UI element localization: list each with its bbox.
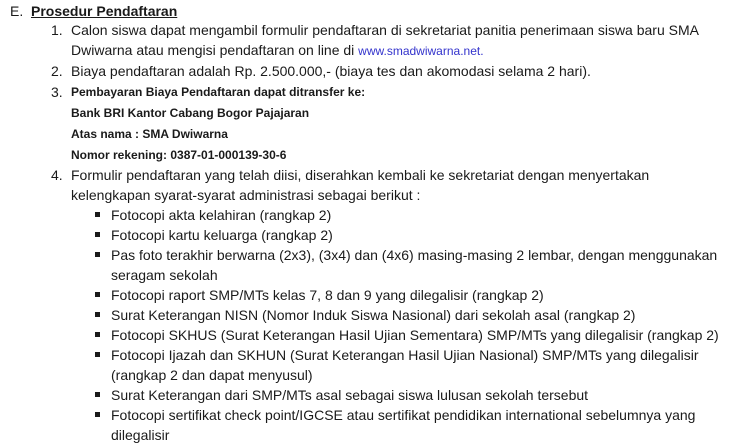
item-number: 2. xyxy=(51,63,63,79)
section-title: Prosedur Pendaftaran xyxy=(31,3,178,19)
requirement-item: Fotocopi Ijazah dan SKHUN (Surat Keterangan Hasil Ujian Nasional) SMP/MTs yang dilegalisir xyxy=(111,347,699,363)
item-text: Dwiwarna atau mengisi pendaftaran on line di xyxy=(71,42,359,58)
section-letter: E. xyxy=(10,3,24,19)
bullet-icon xyxy=(95,252,100,257)
item-text-line: Biaya pendaftaran adalah Rp. 2.500.000,- (biaya tes dan akomodasi selama 2 hari). xyxy=(71,63,591,79)
bullet-icon xyxy=(95,232,100,237)
item-number: 3. xyxy=(51,84,63,100)
requirement-item: Surat Keterangan dari SMP/MTs asal sebagai siswa lulusan sekolah tersebut xyxy=(111,387,589,403)
account-holder: Atas nama : SMA Dwiwarna xyxy=(71,127,228,141)
item-number: 1. xyxy=(51,22,63,38)
account-number: Nomor rekening: 0387-01-000139-30-6 xyxy=(71,148,287,162)
section-heading xyxy=(10,1,177,21)
item-number: 4. xyxy=(51,167,63,183)
requirement-item: Pas foto terakhir berwarna (2x3), (3x4) dan (4x6) masing-masing 2 lembar, dengan menggunakan xyxy=(111,247,718,263)
bullet-icon xyxy=(95,332,100,337)
requirement-item: Surat Keterangan NISN (Nomor Induk Siswa Nasional) dari sekolah asal (rangkap 2) xyxy=(111,307,636,323)
website-link[interactable]: www.smadwiwarna.net. xyxy=(358,44,484,58)
requirement-item: Fotocopi SKHUS (Surat Keterangan Hasil Ujian Sementara) SMP/MTs yang dilegalisir (rangkap 2) xyxy=(111,327,719,343)
requirement-item-continued: dilegalisir xyxy=(111,427,170,443)
bank-name: Bank BRI Kantor Cabang Bogor Pajajaran xyxy=(71,106,310,120)
item-text-line xyxy=(71,40,484,61)
requirement-item-continued: seragam sekolah xyxy=(111,267,218,283)
bullet-icon xyxy=(95,352,100,357)
bullet-icon xyxy=(95,292,100,297)
requirement-item-continued: (rangkap 2 dan dapat menyusul) xyxy=(111,367,313,383)
bullet-icon xyxy=(95,412,100,417)
bullet-icon xyxy=(95,212,100,217)
bullet-icon xyxy=(95,312,100,317)
transfer-heading: Pembayaran Biaya Pendaftaran dapat ditransfer ke: xyxy=(71,85,366,99)
item-text-line: Calon siswa dapat mengambil formulir pendaftaran di sekretariat panitia penerimaan siswa baru SMA xyxy=(71,22,699,38)
requirement-item: Fotocopi akta kelahiran (rangkap 2) xyxy=(111,207,332,223)
requirement-item: Fotocopi sertifikat check point/IGCSE atau sertifikat pendidikan international sebelumnya yang xyxy=(111,407,696,423)
bullet-icon xyxy=(95,392,100,397)
requirement-item: Fotocopi kartu keluarga (rangkap 2) xyxy=(111,227,333,243)
item-text-line: Formulir pendaftaran yang telah diisi, diserahkan kembali ke sekretariat dengan menyertakan xyxy=(71,167,650,183)
item-text-line: kelengkapan syarat-syarat administrasi sebagai berikut : xyxy=(71,187,421,203)
requirement-item: Fotocopi raport SMP/MTs kelas 7, 8 dan 9 yang dilegalisir (rangkap 2) xyxy=(111,287,544,303)
